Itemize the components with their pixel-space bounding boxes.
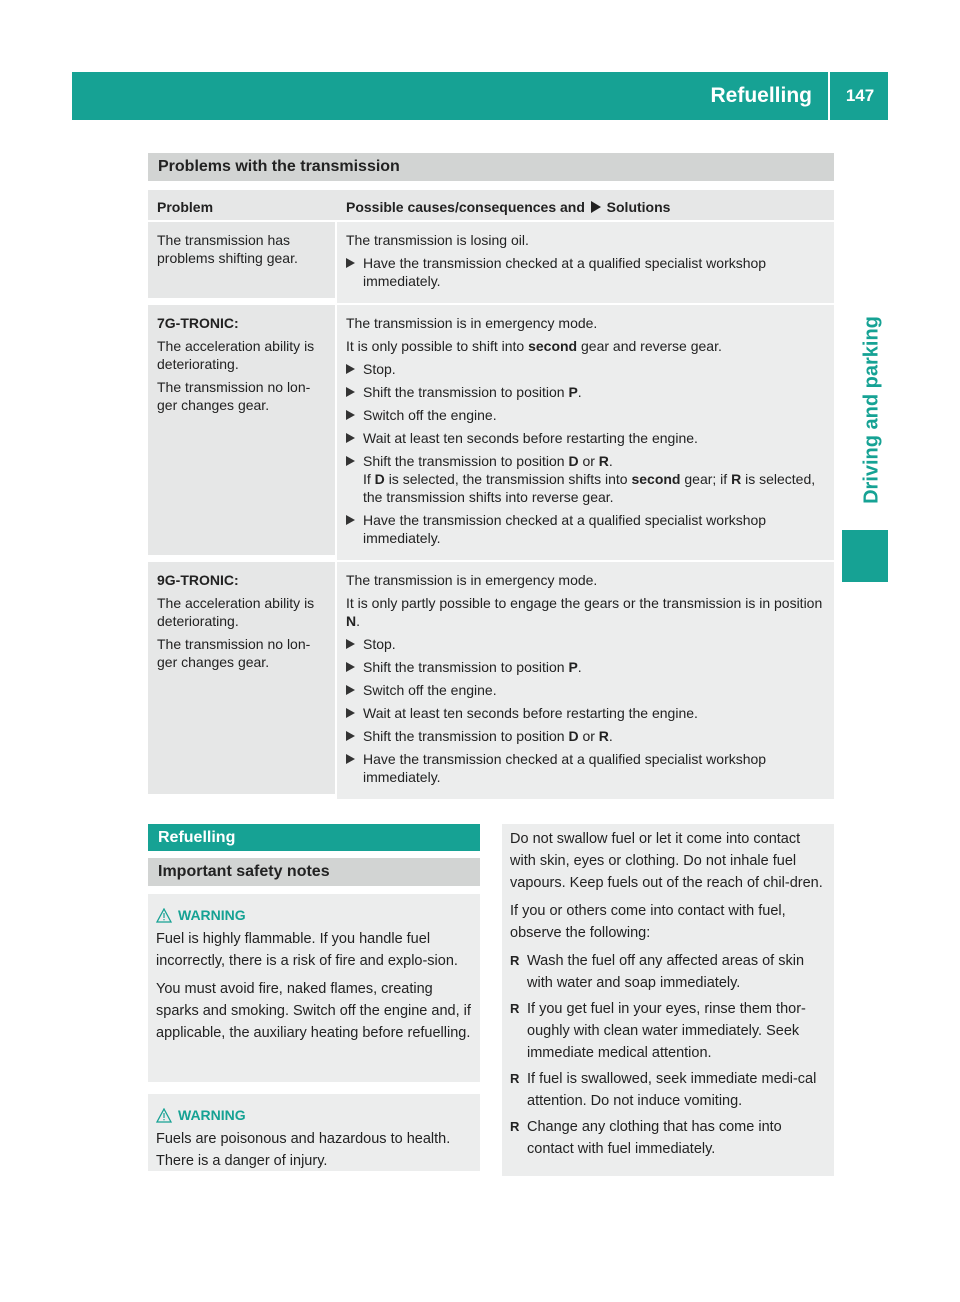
header-problem: Problem xyxy=(157,199,214,215)
warning-box xyxy=(148,1094,480,1171)
step xyxy=(346,254,825,290)
warning-text: Fuel is highly flammable. If you handle fuel incorrectly, there is a risk of fire and explo-sion. xyxy=(156,931,458,969)
step-text: Shift the transmission to position xyxy=(363,659,565,675)
arrow-icon xyxy=(346,364,355,374)
problem-text: The acceleration ability is deteriorating. xyxy=(157,338,315,372)
cause-text xyxy=(346,337,825,355)
cause-text-bold: N xyxy=(346,613,357,629)
page-number: 147 xyxy=(845,86,875,105)
step: Shift the transmission to position D or R. xyxy=(346,727,825,745)
step-text: or xyxy=(582,453,595,469)
step xyxy=(346,511,825,547)
step-text-bold: P xyxy=(568,384,578,400)
step-text-bold: D xyxy=(568,453,579,469)
step-text-bold: D xyxy=(568,728,579,744)
step-text: Shift the transmission to position xyxy=(363,453,565,469)
arrow-icon xyxy=(346,410,355,420)
page-header xyxy=(72,72,888,120)
step-text: Shift the transmission to position xyxy=(363,728,565,744)
arrow-icon xyxy=(346,685,355,695)
step-text: Wait at least ten seconds before restarting the engine. xyxy=(363,705,698,721)
problem-text: The acceleration ability is deteriorating. xyxy=(157,595,315,629)
list-item-text: Change any clothing that has come into contact with fuel immediately. xyxy=(527,1119,782,1157)
arrow-icon xyxy=(346,258,355,268)
problem-title: 7G-TRONIC: xyxy=(157,315,239,331)
arrow-icon xyxy=(346,662,355,672)
arrow-icon xyxy=(346,731,355,741)
solution-cell xyxy=(337,562,834,799)
step-text: or xyxy=(582,728,595,744)
header-divider xyxy=(828,72,830,120)
arrow-icon xyxy=(346,754,355,764)
bullet-r-icon: R xyxy=(510,953,520,968)
warning-box xyxy=(148,894,480,1082)
arrow-icon xyxy=(346,387,355,397)
warning-triangle-icon xyxy=(156,1108,172,1123)
list-item-text: If you get fuel in your eyes, rinse them thor-oughly with clean water immediately. Seek immediate medical attention. xyxy=(527,1001,806,1061)
problem-text: The transmission no lon-ger changes gear. xyxy=(157,636,311,670)
step-text: is selected, the transmission shifts into xyxy=(388,471,628,487)
header-solutions xyxy=(337,190,834,220)
step-text-bold: R xyxy=(731,471,742,487)
step-text: Have the transmission checked at a qualified specialist workshop immediately. xyxy=(363,255,767,289)
cause-text-bold: second xyxy=(528,338,578,354)
step-text: If xyxy=(363,471,371,487)
list-item-text: Wash the fuel off any affected areas of skin with water and soap immediately. xyxy=(527,953,805,991)
step-text-bold: R xyxy=(598,728,609,744)
fuel-text: Do not swallow fuel or let it come into contact with skin, eyes or clothing. Do not inhale fuel vapours. Keep fuels out of the reach of chil-dren. xyxy=(510,831,823,891)
step-text: Have the transmission checked at a qualified specialist workshop immediately. xyxy=(363,512,767,546)
arrow-icon xyxy=(591,201,601,213)
section-title: Refuelling xyxy=(710,84,812,107)
bullet-r-icon: R xyxy=(510,1071,520,1086)
table-row xyxy=(148,303,834,560)
bullet-r-icon: R xyxy=(510,1001,520,1016)
warning-triangle-icon xyxy=(156,908,172,923)
step-text: Stop. xyxy=(363,636,396,652)
fuel-text: If you or others come into contact with fuel, observe the following: xyxy=(510,903,786,941)
header-solutions-label-2: Solutions xyxy=(606,199,671,215)
problem-cell xyxy=(148,222,335,298)
cause-text-part: gear and reverse gear. xyxy=(581,338,722,354)
step-text-bold: D xyxy=(374,471,385,487)
table-row xyxy=(148,220,834,303)
step-text-bold: P xyxy=(568,659,578,675)
step-text: Shift the transmission to position xyxy=(363,384,565,400)
step-text: gear; if xyxy=(684,471,728,487)
step-text: Switch off the engine. xyxy=(363,682,497,698)
safety-notes-title: Important safety notes xyxy=(148,858,480,886)
chapter-tab xyxy=(858,310,886,510)
transmission-section-title: Problems with the transmission xyxy=(148,153,834,181)
header-solutions-label: Possible causes/consequences and xyxy=(346,199,585,215)
step-text: Have the transmission checked at a qualified specialist workshop immediately. xyxy=(363,751,767,785)
table-row xyxy=(148,560,834,799)
problem-cell xyxy=(148,562,335,794)
warning-text: You must avoid fire, naked flames, creating sparks and smoking. Switch off the engine and, if applicable, the auxiliary heating before refuelling. xyxy=(156,981,471,1041)
problem-text: The transmission no lon-ger changes gear. xyxy=(157,379,311,413)
list-item xyxy=(510,998,826,1064)
step: Shift the transmission to position P. xyxy=(346,383,825,401)
cause-text-part: It is only partly possible to engage the gears or the transmission is in position xyxy=(346,595,823,611)
step-text: is selected, the transmission shifts into reverse gear. xyxy=(363,471,816,505)
cause-text-part: It is only possible to shift into xyxy=(346,338,525,354)
warning-heading xyxy=(156,904,472,926)
warning-label: WARNING xyxy=(178,1107,246,1123)
chapter-tab-label: Driving and parking xyxy=(860,316,883,504)
arrow-icon xyxy=(346,433,355,443)
fuel-contact-box xyxy=(502,824,834,1176)
step xyxy=(346,635,825,653)
solution-cell xyxy=(337,222,834,303)
arrow-icon xyxy=(346,456,355,466)
step-text: Wait at least ten seconds before restarting the engine. xyxy=(363,430,698,446)
warning-text: Fuels are poisonous and hazardous to health. There is a danger of injury. xyxy=(156,1131,451,1169)
warning-heading xyxy=(156,1104,472,1126)
problem-cell xyxy=(148,305,335,555)
arrow-icon xyxy=(346,708,355,718)
transmission-table xyxy=(148,190,834,799)
refuelling-section-title: Refuelling xyxy=(148,824,480,851)
step-text-bold: R xyxy=(598,453,609,469)
step-text: Stop. xyxy=(363,361,396,377)
step xyxy=(346,704,825,722)
step: Shift the transmission to position D or R. If D is selected, the transmission shifts into second gear; if R is selected, the transmission shifts into reverse gear. xyxy=(346,452,825,506)
step xyxy=(346,360,825,378)
cause-text: The transmission is in emergency mode. xyxy=(346,315,598,331)
cause-text: It is only partly possible to engage the gears or the transmission is in position N. xyxy=(346,595,823,629)
step-text-bold: second xyxy=(631,471,681,487)
arrow-icon xyxy=(346,515,355,525)
cause-text: The transmission is in emergency mode. xyxy=(346,572,598,588)
cause-text: The transmission is losing oil. xyxy=(346,232,529,248)
step-text: Switch off the engine. xyxy=(363,407,497,423)
list-item-text: If fuel is swallowed, seek immediate medi-cal attention. Do not induce vomiting. xyxy=(527,1071,817,1109)
warning-label: WARNING xyxy=(178,907,246,923)
table-header xyxy=(148,190,834,220)
problem-text: The transmission has problems shifting gear. xyxy=(157,232,298,266)
step xyxy=(346,429,825,447)
step xyxy=(346,406,825,424)
solution-cell xyxy=(337,305,834,560)
bullet-r-icon: R xyxy=(510,1119,520,1134)
list-item xyxy=(510,1116,826,1160)
arrow-icon xyxy=(346,639,355,649)
list-item xyxy=(510,1068,826,1112)
problem-title: 9G-TRONIC: xyxy=(157,572,239,588)
step xyxy=(346,750,825,786)
step: Shift the transmission to position P. xyxy=(346,658,825,676)
chapter-marker xyxy=(842,530,888,582)
step xyxy=(346,681,825,699)
list-item xyxy=(510,950,826,994)
